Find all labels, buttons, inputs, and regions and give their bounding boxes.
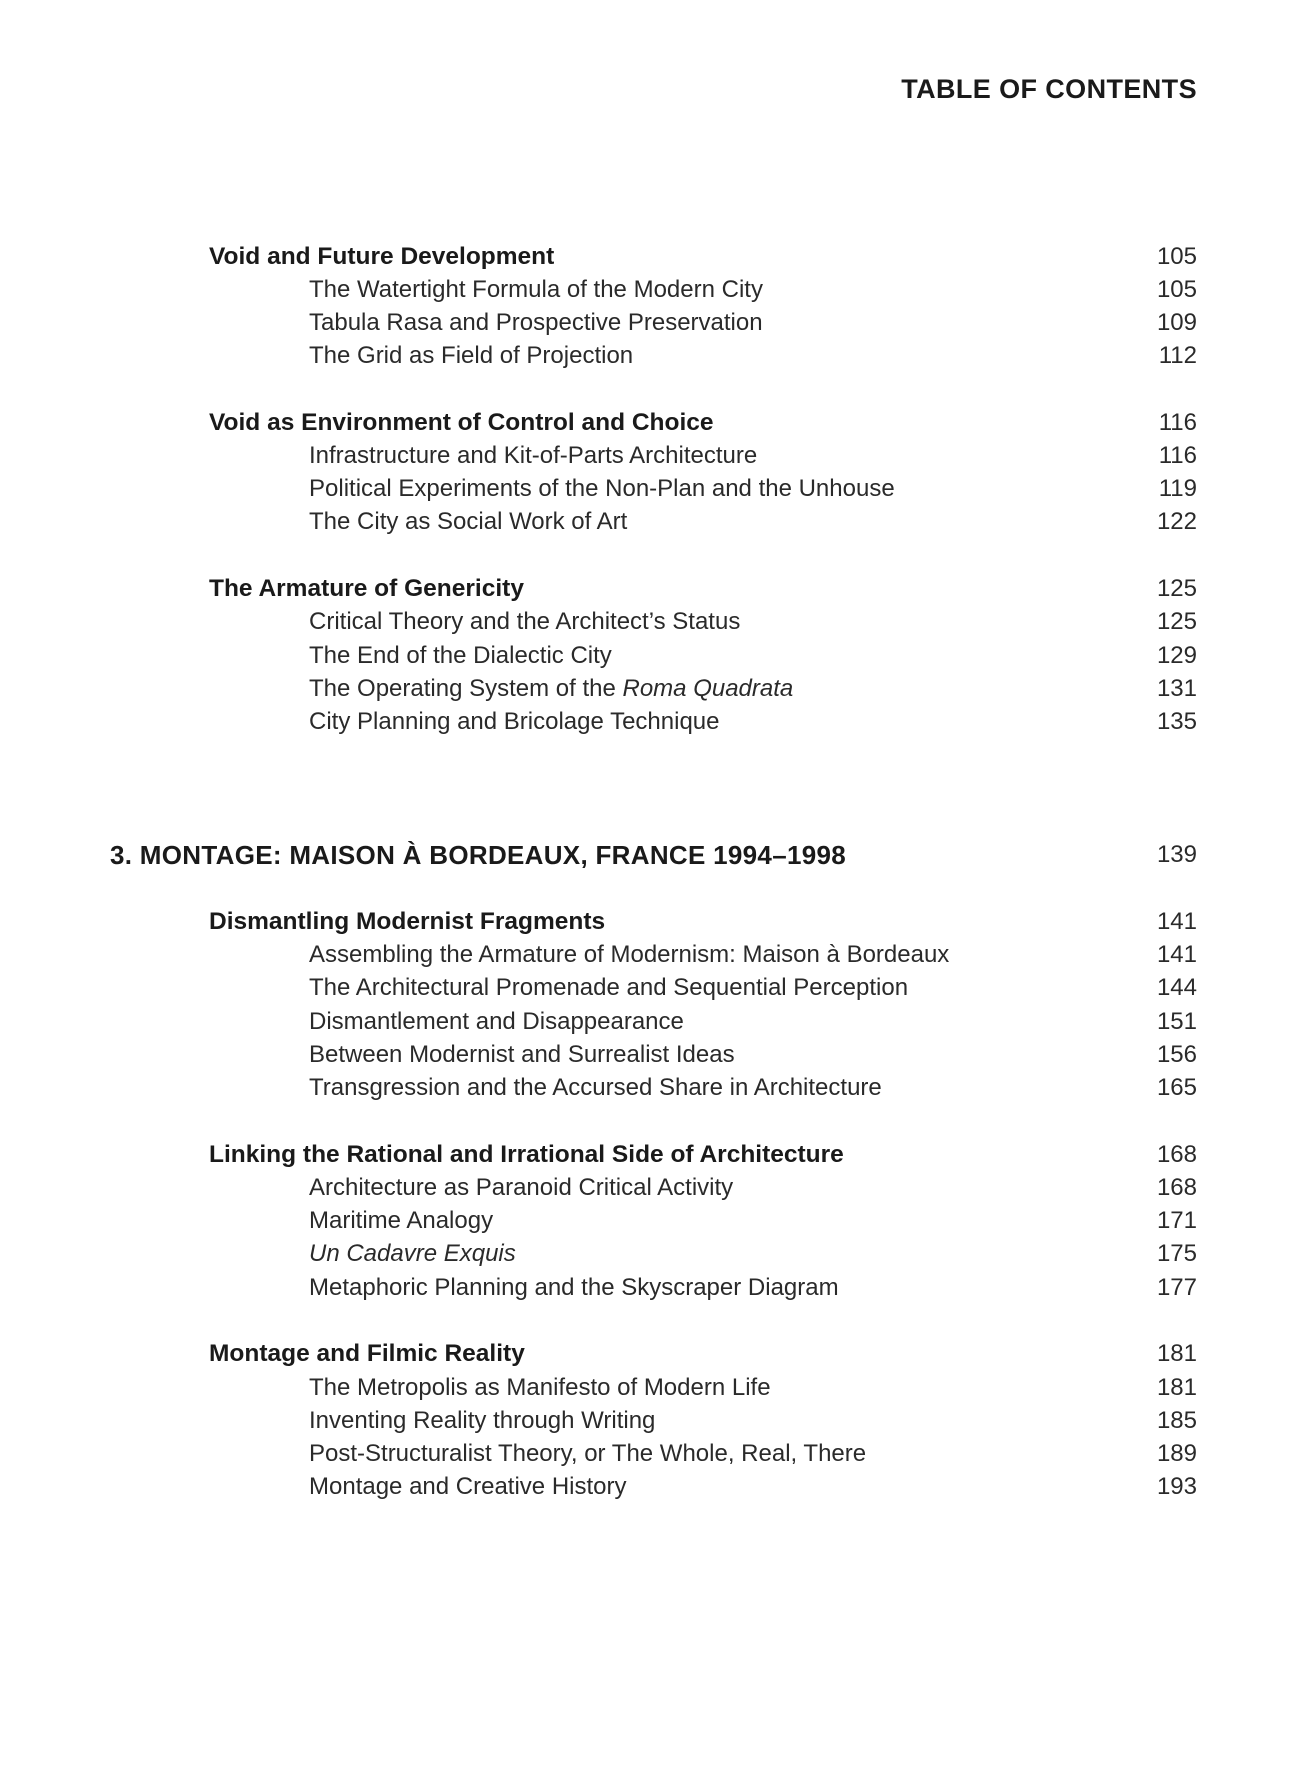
toc-subsection[interactable] — [0, 1237, 1300, 1271]
toc-page-number: 141 — [1156, 908, 1197, 935]
toc-subsection-title: Montage and Creative History — [309, 1473, 627, 1500]
toc-section-title: Dismantling Modernist Fragments — [209, 908, 606, 935]
toc-section[interactable] — [0, 1337, 1300, 1371]
toc-subsection-title: Political Experiments of the Non-Plan and the Unhouse — [309, 475, 895, 502]
toc-page-number: 175 — [1156, 1240, 1197, 1267]
toc-page-number: 189 — [1156, 1440, 1197, 1467]
toc-page-number: 171 — [1156, 1207, 1197, 1234]
toc-page-number: 168 — [1156, 1141, 1197, 1168]
toc-subsection[interactable] — [0, 971, 1300, 1005]
toc-subsection[interactable] — [0, 1470, 1300, 1504]
toc-subsection-title: Infrastructure and Kit-of-Parts Architecture — [309, 442, 758, 469]
toc-subsection[interactable] — [0, 639, 1300, 673]
toc-subsection-title: City Planning and Bricolage Technique — [309, 708, 720, 735]
toc-page-number: 181 — [1156, 1374, 1197, 1401]
toc-subsection-title: Architecture as Paranoid Critical Activity — [309, 1174, 734, 1201]
toc-page-number: 105 — [1156, 243, 1197, 270]
toc-page-number: 131 — [1156, 675, 1197, 702]
toc-page-number: 144 — [1156, 974, 1197, 1001]
toc-chapter[interactable] — [0, 838, 1300, 872]
toc-subsection[interactable] — [0, 1404, 1300, 1438]
toc-page-number: 125 — [1156, 575, 1197, 602]
toc-subsection[interactable] — [0, 1038, 1300, 1072]
toc-section[interactable] — [0, 240, 1300, 274]
toc-subsection-title: Un Cadavre Exquis — [309, 1240, 516, 1267]
toc-subsection-title: Inventing Reality through Writing — [309, 1407, 656, 1434]
toc-subsection[interactable] — [0, 672, 1300, 706]
toc-page-number: 181 — [1156, 1340, 1197, 1367]
toc-page-number: 193 — [1156, 1473, 1197, 1500]
toc-subsection[interactable] — [0, 1005, 1300, 1039]
toc-chapter-title: 3. MONTAGE: MAISON À BORDEAUX, FRANCE 1994–1998 — [110, 840, 846, 870]
toc-subsection[interactable] — [0, 273, 1300, 307]
toc-title-italic: Roma Quadrata — [622, 675, 794, 702]
toc-section-title: Linking the Rational and Irrational Side of Architecture — [209, 1141, 844, 1168]
toc-subsection[interactable] — [0, 605, 1300, 639]
toc-subsection[interactable] — [0, 339, 1300, 373]
toc-subsection-title: Transgression and the Accursed Share in Architecture — [309, 1074, 882, 1101]
toc-page-number: 151 — [1156, 1008, 1197, 1035]
toc-section-title: Void as Environment of Control and Choice — [209, 409, 714, 436]
toc-section[interactable] — [0, 572, 1300, 606]
toc-subsection-title: Assembling the Armature of Modernism: Maison à Bordeaux — [309, 941, 950, 968]
toc-section[interactable] — [0, 1138, 1300, 1172]
toc-page-number: 156 — [1156, 1041, 1197, 1068]
toc-subsection[interactable] — [0, 1437, 1300, 1471]
toc-page-number: 122 — [1156, 508, 1197, 535]
toc-page-number: 109 — [1156, 309, 1197, 336]
toc-subsection-title: The End of the Dialectic City — [309, 642, 612, 669]
toc-subsection[interactable] — [0, 1271, 1300, 1305]
toc-page-number: 165 — [1156, 1074, 1197, 1101]
toc-subsection-title: Critical Theory and the Architect’s Status — [309, 608, 741, 635]
toc-subsection-title: The Architectural Promenade and Sequential Perception — [309, 974, 909, 1001]
toc-subsection-title: Tabula Rasa and Prospective Preservation — [309, 309, 763, 336]
running-head: TABLE OF CONTENTS — [901, 74, 1197, 104]
toc-page-number: 177 — [1156, 1274, 1197, 1301]
toc-page-number: 139 — [1156, 841, 1197, 868]
toc-subsection-title: Post-Structuralist Theory, or The Whole, Real, There — [309, 1440, 867, 1467]
toc-section[interactable] — [0, 406, 1300, 440]
toc-subsection-title: The Grid as Field of Projection — [309, 342, 634, 369]
toc-page-number: 129 — [1156, 642, 1197, 669]
toc-subsection[interactable] — [0, 1071, 1300, 1105]
toc-subsection-title: Maritime Analogy — [309, 1207, 494, 1234]
toc-page-number: 135 — [1156, 708, 1197, 735]
toc-subsection[interactable] — [0, 1171, 1300, 1205]
toc-page-number: 125 — [1156, 608, 1197, 635]
toc-subsection-title: The Watertight Formula of the Modern City — [309, 276, 763, 303]
toc-page-number: 116 — [1158, 409, 1197, 436]
toc-subsection[interactable] — [0, 439, 1300, 473]
toc-page-number: 105 — [1156, 276, 1197, 303]
toc-page-number: 119 — [1158, 475, 1197, 502]
toc-subsection[interactable] — [0, 1371, 1300, 1405]
toc-subsection-title: Metaphoric Planning and the Skyscraper Diagram — [309, 1274, 839, 1301]
toc-page-number: 112 — [1158, 342, 1197, 369]
toc-section-title: The Armature of Genericity — [209, 575, 524, 602]
toc-subsection-title: Between Modernist and Surrealist Ideas — [309, 1041, 735, 1068]
toc-subsection-title — [309, 672, 793, 706]
toc-page-number: 168 — [1156, 1174, 1197, 1201]
toc-subsection[interactable] — [0, 938, 1300, 972]
toc-page-number: 141 — [1156, 941, 1197, 968]
toc-subsection[interactable] — [0, 505, 1300, 539]
toc-title-text: The Operating System of the — [309, 675, 623, 702]
toc-subsection[interactable] — [0, 705, 1300, 739]
toc-subsection[interactable] — [0, 1204, 1300, 1238]
toc-subsection[interactable] — [0, 306, 1300, 340]
toc-section[interactable] — [0, 905, 1300, 939]
toc-page-number: 116 — [1158, 442, 1197, 469]
toc-subsection-title: The City as Social Work of Art — [309, 508, 628, 535]
toc-section-title: Void and Future Development — [209, 243, 555, 270]
toc-page-number: 185 — [1156, 1407, 1197, 1434]
toc-subsection-title: Dismantlement and Disappearance — [309, 1008, 684, 1035]
toc-subsection-title: The Metropolis as Manifesto of Modern Life — [309, 1374, 771, 1401]
toc-section-title: Montage and Filmic Reality — [209, 1340, 525, 1367]
toc-subsection[interactable] — [0, 472, 1300, 506]
